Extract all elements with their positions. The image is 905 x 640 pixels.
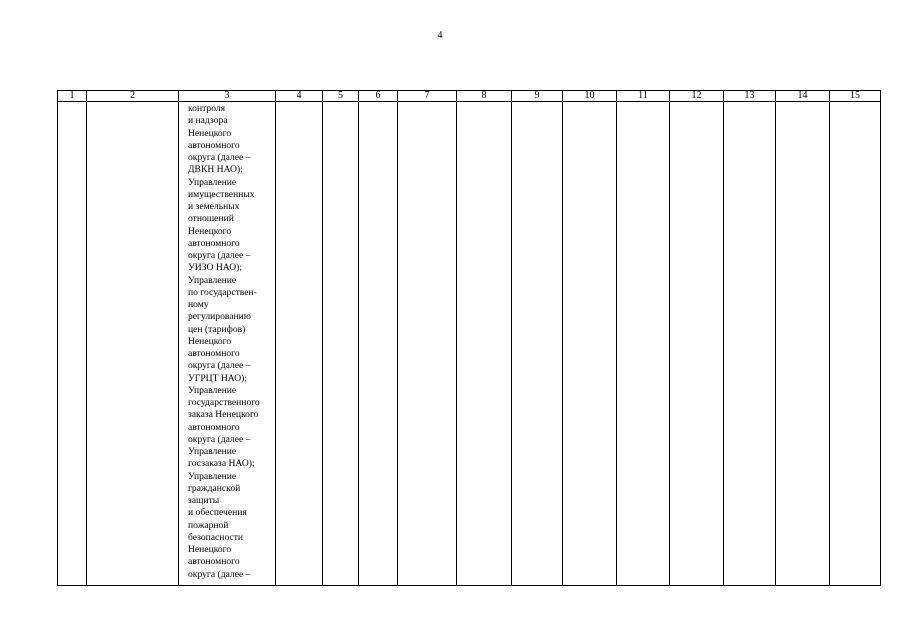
table-cell-14 — [776, 102, 830, 586]
executors-list-text: контроля и надзора Ненецкого автономного округа (далее – ДВКН НАО); Управление имущественных и земельных отношений Ненецкого автономного округа (далее – УИЗО НАО); Управление по государствен- ному регулированию цен (тарифов) Ненецкого автономного округа (далее – УГРЦТ НАО); Управление государственного заказа Ненецкого автономного округа (далее – Управление госзаказа НАО); Управление гражданской защиты и обеспечения пожарной безопасности Ненецкого автономного округа (далее – — [188, 103, 260, 580]
table-cell-3 — [179, 102, 276, 586]
table-cell-2 — [87, 102, 179, 586]
table-cell-8 — [457, 102, 512, 586]
document-table — [57, 90, 881, 586]
column-header-11: 11 — [617, 91, 670, 102]
table-cell-6 — [359, 102, 398, 586]
column-header-13: 13 — [724, 91, 776, 102]
table-cell-4 — [276, 102, 323, 586]
column-header-3: 3 — [179, 91, 276, 102]
table-cell-5 — [323, 102, 359, 586]
column-header-12: 12 — [670, 91, 724, 102]
column-header-5: 5 — [323, 91, 359, 102]
column-header-10: 10 — [563, 91, 617, 102]
table-cell-15 — [830, 102, 881, 586]
table-cell-10 — [563, 102, 617, 586]
column-header-14: 14 — [776, 91, 830, 102]
column-header-8: 8 — [457, 91, 512, 102]
column-header-1: 1 — [58, 91, 87, 102]
table-cell-12 — [670, 102, 724, 586]
table-cell-11 — [617, 102, 670, 586]
column-header-2: 2 — [87, 91, 179, 102]
column-header-15: 15 — [830, 91, 881, 102]
table-header-row — [58, 91, 881, 102]
column-header-6: 6 — [359, 91, 398, 102]
table-cell-1 — [58, 102, 87, 586]
table-cell-7 — [398, 102, 457, 586]
column-header-4: 4 — [276, 91, 323, 102]
page-number: 4 — [437, 30, 443, 41]
table-row — [58, 102, 881, 586]
column-header-9: 9 — [512, 91, 563, 102]
column-header-7: 7 — [398, 91, 457, 102]
table-cell-9 — [512, 102, 563, 586]
table-cell-13 — [724, 102, 776, 586]
